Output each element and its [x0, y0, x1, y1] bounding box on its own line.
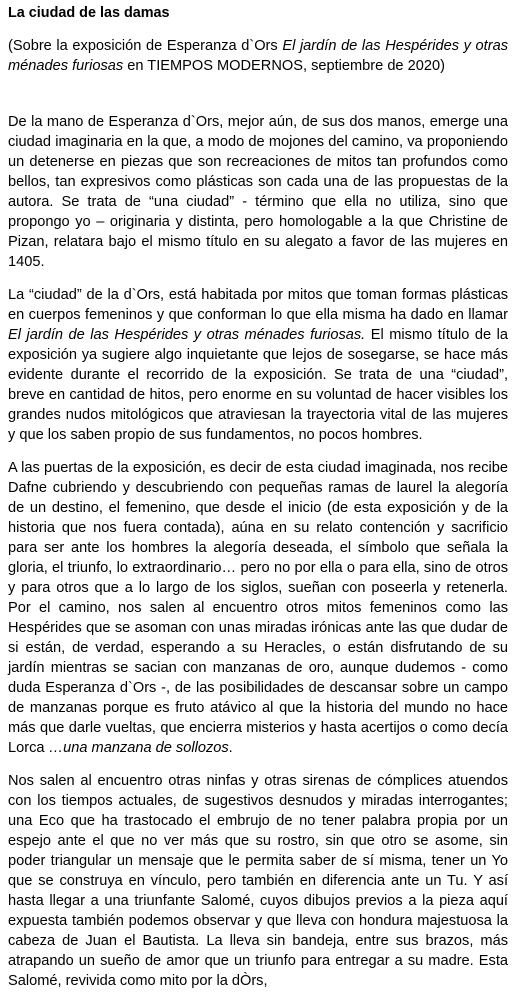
paragraph-1: De la mano de Esperanza d`Ors, mejor aún, de sus dos manos, emerge una ciudad imaginaria en la que, a modo de mojones del camino, va proponiendo un detenerse en piezas que son recreaciones de mitos tan profundos como bellos, tan expresivos como plásticas son cada una de las propuestas de la autora. Se trata de “una ciudad” - término que ella no utiliza, sino que propongo yo – originaria y distinta, pero homologable a la que Christine de Pizan, relatara bajo el mismo título en su alegato a favor de las mujeres en 1405.	[8, 114, 508, 270]
subtitle-work-title: El jardín de las Hespérides y otras ménades furiosas	[8, 38, 508, 74]
paragraph-3-text-b: .	[228, 740, 233, 756]
paragraph-3-text-a: A las puertas de la exposición, es decir de esta ciudad imaginada, nos recibe Dafne cubriendo y descubriendo con pequeñas ramas de laurel la alegoría de un destino, el femenino, que desde el inicio (de esta exposición y de la historia que nos fuera contada), aúna en su relato contención y sacrificio para ser ante los hombres la alegoría deseada, el símbolo que señala la gloria, el triunfo, lo extraordinario… pero no por ella o para ella, sino de otros y para otros que a lo largo de los siglos, sueñan con poseerla y retenerla. Por el camino, nos salen al encuentro otros mitos femeninos como las Hespérides que se asoman con unas miradas irónicas ante las que dudar de si están, de verdad, esperando a su Heracles, o están disfrutando de su jardín mientras se sacian con manzanas de oro, aunque dudemos - como duda Esperanza d`Ors -, de las posibilidades de descansar sobre un campo de manzanas porque es fruto atávico al que la historia del mundo no hace más que darle vueltas, que encierra misterios y hasta acertijos o como decía Lorca	[8, 460, 508, 756]
paragraph-2-text-a: La “ciudad” de la d`Ors, está habitada por mitos que toman formas plásticas en cuerpos femeninos y que conforman lo que ella misma ha dado en llamar	[8, 287, 508, 323]
paragraph-3	[8, 458, 508, 758]
subtitle-open: (Sobre la exposición de Esperanza d`Ors	[8, 38, 283, 54]
paragraph-3-lorca-quote: …una manzana de sollozos	[48, 740, 229, 756]
paragraph-2	[8, 285, 508, 445]
paragraph-2-exhibition-title: El jardín de las Hespérides y otras ménades furiosas.	[8, 327, 366, 343]
document-page	[8, 3, 508, 1004]
document-title: La ciudad de las damas	[8, 5, 170, 21]
paragraph-4: Nos salen al encuentro otras ninfas y otras sirenas de cómplices atuendos con los tiempos actuales, de sugestivos desnudos y miradas interrogantes; una Eco que ha trastocado el embrujo de no tener palabra propia por un espejo ante el que no ver más que su rostro, sin que otro se asome, sin poder triangular un mensaje que le permita saber de sí misma, tener un Yo que se construya en vínculo, pero también en diferencia ante un Tu. Y así hasta llegar a una triunfante Salomé, cuyos dibujos previos a la pieza aquí expuesta también podemos observar y que lleva con hondura majestuosa la cabeza de Juan el Bautista. La lleva sin bandeja, entre sus brazos, más atrapando un sueño de amor que un triunfo para entregar a su madre. Esta Salomé, revivida como mito por la dÒrs,	[8, 773, 508, 989]
document-subtitle	[8, 36, 508, 76]
subtitle-close: en TIEMPOS MODERNOS, septiembre de 2020)	[123, 58, 445, 74]
paragraph-2-text-b: El mismo título de la exposición ya sugiere algo inquietante que lejos de sosegarse, se hace más evidente durante el recorrido de la exposición. Se trata de una “ciudad”, breve en cantidad de hitos, pero enorme en su voluntad de hacer visibles los grandes nudos mitológicos que atraviesan la trayectoria vital de las mujeres y que los saben propio de sus fundamentos, no pocos hombres.	[8, 327, 508, 443]
